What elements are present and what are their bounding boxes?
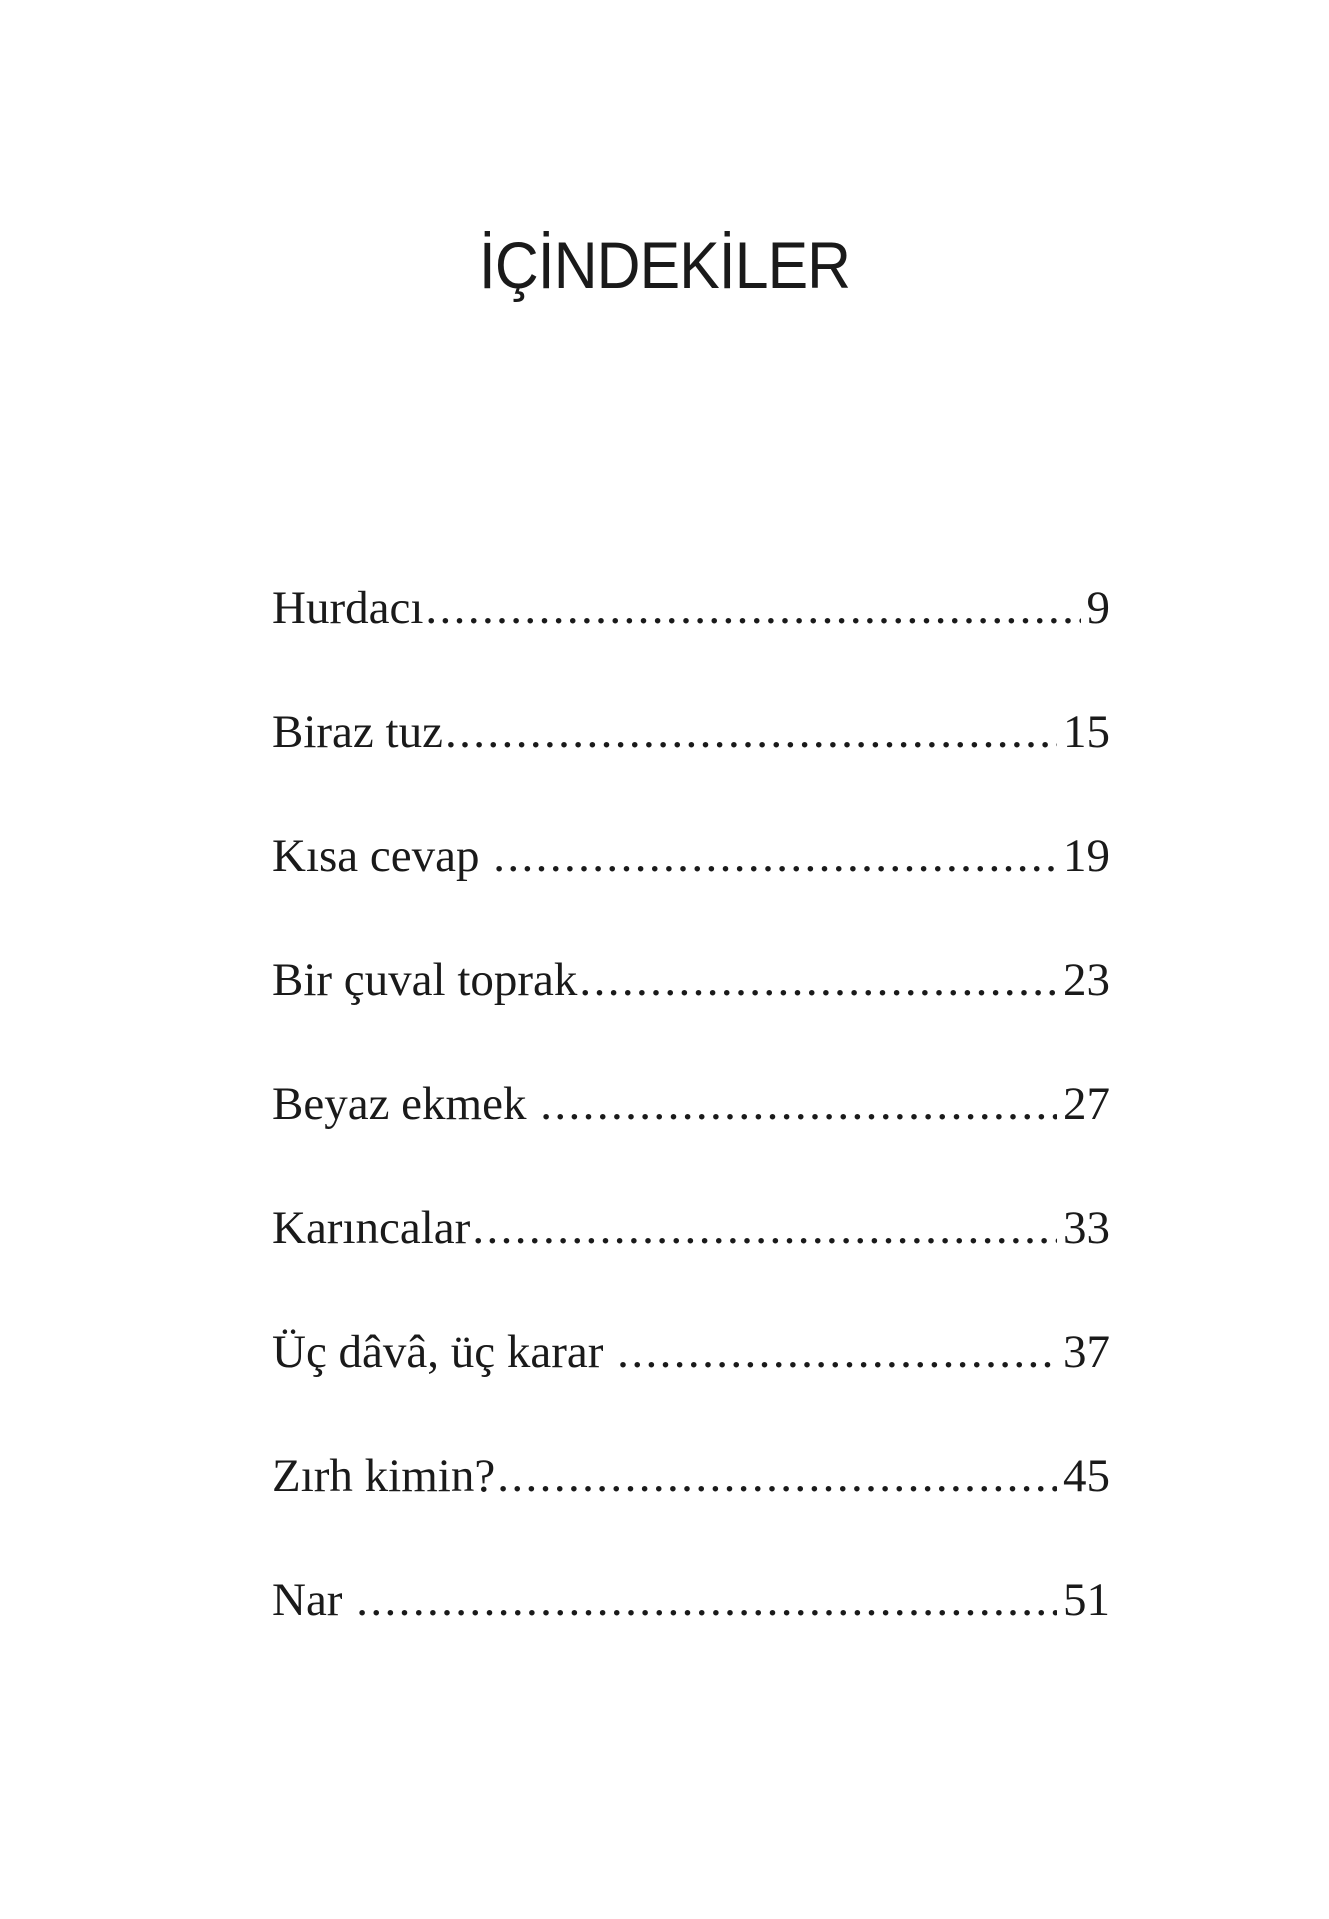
toc-page-number: 9	[1086, 582, 1110, 634]
toc-entry-title: Nar	[272, 1574, 355, 1626]
toc-page-number: 51	[1063, 1574, 1110, 1626]
toc-entry-title: Üç dâvâ, üç karar	[272, 1326, 616, 1378]
dot-leader	[472, 1205, 1057, 1252]
dot-leader	[445, 709, 1057, 756]
toc-entry-title: Karıncalar	[272, 1202, 471, 1254]
dot-leader	[493, 833, 1057, 880]
dot-leader	[425, 585, 1080, 632]
toc-entry	[272, 1326, 1110, 1453]
dot-leader	[497, 1453, 1057, 1500]
toc-entry	[272, 706, 1110, 833]
dot-leader	[356, 1577, 1057, 1624]
toc-page-number: 15	[1063, 706, 1110, 758]
page-title: İÇİNDEKİLER	[478, 228, 851, 302]
toc-page-number: 33	[1063, 1202, 1110, 1254]
toc-entry-title: Kısa cevap	[272, 830, 492, 882]
toc-entry-title: Hurdacı	[272, 582, 424, 634]
toc-entry	[272, 582, 1110, 709]
toc-page-number: 27	[1063, 1078, 1110, 1130]
toc-entry	[272, 1202, 1110, 1329]
toc-page-number: 19	[1063, 830, 1110, 882]
toc-entry	[272, 954, 1110, 1081]
toc-entry	[272, 1078, 1110, 1205]
toc-entry-title: Biraz tuz	[272, 706, 443, 758]
dot-leader	[579, 957, 1057, 1004]
table-of-contents	[272, 582, 1110, 1701]
toc-entry	[272, 1450, 1110, 1577]
toc-entry-title: Bir çuval toprak	[272, 954, 578, 1006]
toc-entry-title: Zırh kimin?	[272, 1450, 496, 1502]
toc-entry	[272, 830, 1110, 957]
toc-entry	[272, 1574, 1110, 1701]
toc-page-number: 45	[1063, 1450, 1110, 1502]
dot-leader	[617, 1329, 1057, 1376]
toc-page-number: 23	[1063, 954, 1110, 1006]
toc-entry-title: Beyaz ekmek	[272, 1078, 539, 1130]
dot-leader	[540, 1081, 1057, 1128]
toc-page-number: 37	[1063, 1326, 1110, 1378]
